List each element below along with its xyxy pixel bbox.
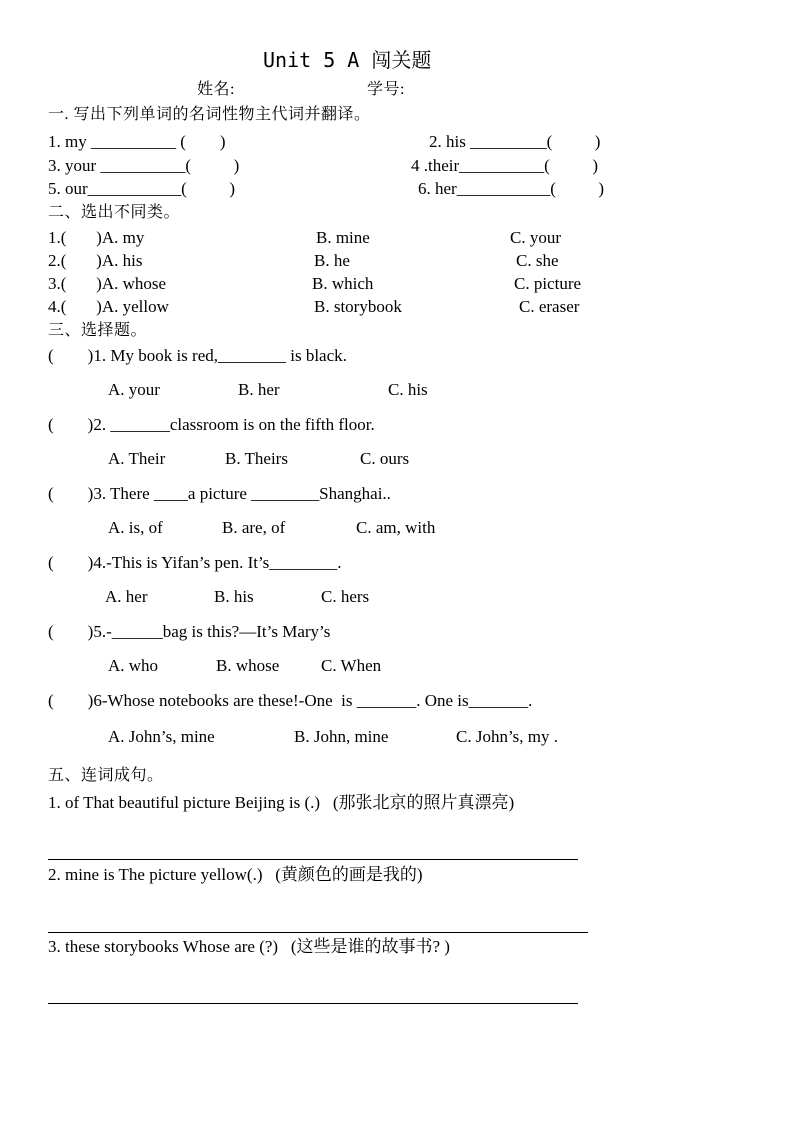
section2-q3-option-c: C. picture [514,274,582,293]
section1-heading: 一. 写出下列单词的名词性物主代词并翻译。 [48,106,371,123]
section2-q1-option-c: C. your [510,228,561,247]
section2-heading: 二、选出不同类。 [48,204,181,221]
section3-q1-option-a: A. your [108,380,160,399]
section3-q1-option-c: C. his [388,380,428,399]
section1-item-3: 3. your __________( ) [48,156,240,175]
section1-item-5: 5. our___________( ) [48,179,235,198]
name-label: 姓名: [197,81,235,98]
section3-q2-option-c: C. ours [360,449,410,468]
section3-q3-option-b: B. are, of [222,518,286,537]
answer-line-2[interactable] [48,932,588,933]
section1-item-4: 4 .their__________( ) [411,156,598,175]
section3-q6-option-c: C. John’s, my . [456,727,559,746]
section3-heading: 三、选择题。 [48,322,148,339]
section1-item-1: 1. my __________ ( ) [48,132,226,151]
section2-q4-option-b: B. storybook [314,297,402,316]
section3-q3-stem: ( )3. There ____a picture ________Shanghai.. [48,484,391,503]
section3-q2-stem: ( )2. _______classroom is on the fifth floor. [48,415,375,434]
section2-q3-option-a: 3.( )A. whose [48,274,167,293]
section2-q4-option-a: 4.( )A. yellow [48,297,169,316]
section3-q4-option-b: B. his [214,587,254,606]
section3-q6-option-b: B. John, mine [294,727,389,746]
section3-q4-option-a: A. her [105,587,148,606]
section3-q4-option-c: C. hers [321,587,370,606]
section3-q4-stem: ( )4.-This is Yifan’s pen. It’s________. [48,553,342,572]
section3-q3-option-c: C. am, with [356,518,436,537]
section5-item-1: 1. of That beautiful picture Beijing is (.) (那张北京的照片真漂亮) [48,793,515,812]
student-number-label: 学号: [367,81,405,98]
section2-q3-option-b: B. which [312,274,374,293]
section3-q6-stem: ( )6-Whose notebooks are these!-One is _______. One is_______. [48,691,533,710]
answer-line-3[interactable] [48,1003,578,1004]
section2-q1-option-b: B. mine [316,228,370,247]
section3-q5-option-a: A. who [108,656,159,675]
section2-q2-option-b: B. he [314,251,350,270]
section1-item-6: 6. her___________( ) [418,179,605,198]
section5-item-2: 2. mine is The picture yellow(.) (黄颜色的画是我的) [48,865,423,884]
section5-item-3: 3. these storybooks Whose are (?) (这些是谁的故事书? ) [48,937,450,956]
section2-q4-option-c: C. eraser [519,297,580,316]
section3-q3-option-a: A. is, of [108,518,163,537]
page-title: Unit 5 A 闯关题 [263,48,432,72]
section2-q2-option-a: 2.( )A. his [48,251,143,270]
section3-q5-stem: ( )5.-______bag is this?—It’s Mary’s [48,622,331,641]
section3-q1-option-b: B. her [238,380,280,399]
section3-q1-stem: ( )1. My book is red,________ is black. [48,346,347,365]
section3-q2-option-b: B. Theirs [225,449,288,468]
section3-q2-option-a: A. Their [108,449,166,468]
section2-q1-option-a: 1.( )A. my [48,228,145,247]
answer-line-1[interactable] [48,859,578,860]
section3-q6-option-a: A. John’s, mine [108,727,215,746]
section3-q5-option-c: C. When [321,656,382,675]
section5-heading: 五、连词成句。 [48,767,164,784]
section2-q2-option-c: C. she [516,251,559,270]
section1-item-2: 2. his _________( ) [429,132,601,151]
section3-q5-option-b: B. whose [216,656,280,675]
